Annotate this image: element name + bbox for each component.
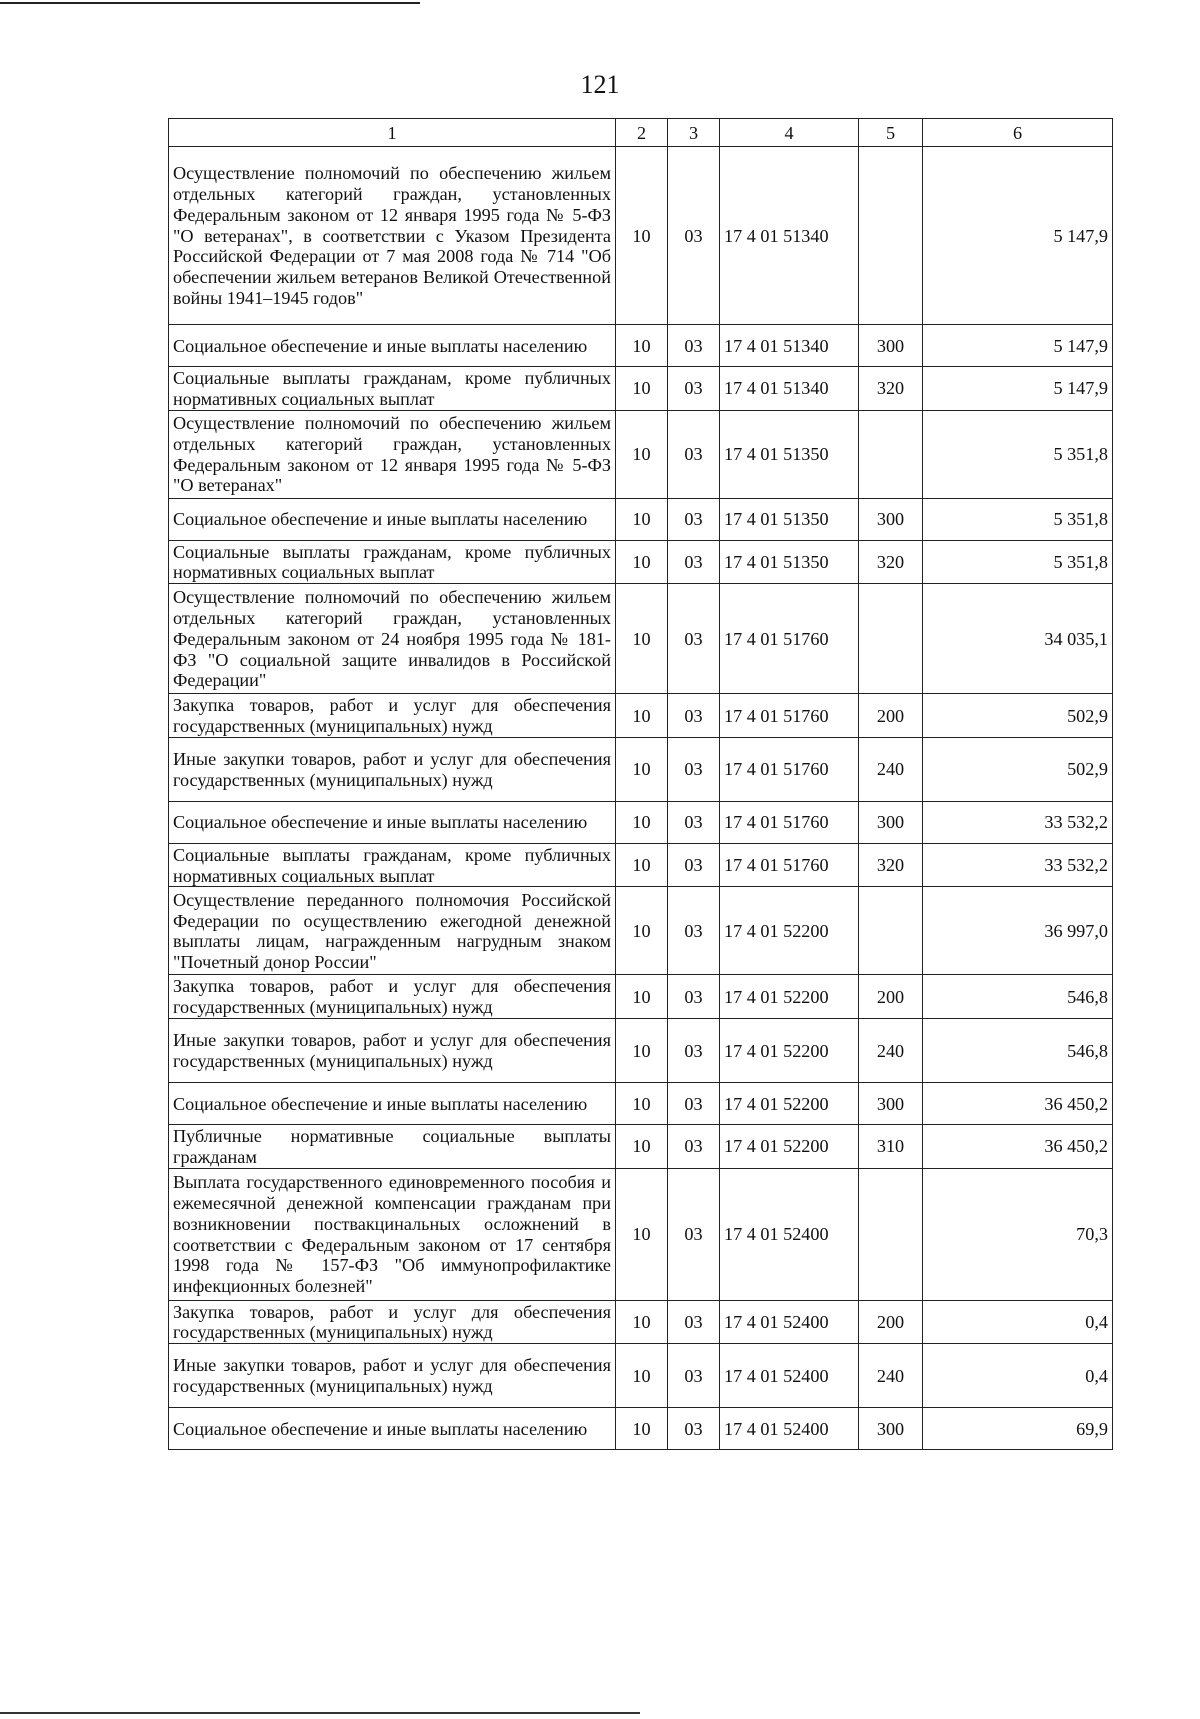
expense-type-code: 320 [859, 843, 923, 887]
subsection-code: 03 [668, 801, 720, 843]
section-code: 10 [616, 367, 668, 411]
section-code: 10 [616, 1408, 668, 1450]
expense-type-code: 240 [859, 1344, 923, 1408]
row-description: Осуществление переданного полномочия Российской Федерации по осуществлению ежегодной денежной выплаты лицам, награжденным нагрудным знаком "Почетный донор России" [169, 887, 616, 975]
target-article-code: 17 4 01 51760 [720, 584, 859, 694]
expense-type-code: 200 [859, 694, 923, 738]
target-article-code: 17 4 01 51340 [720, 147, 859, 325]
target-article-code: 17 4 01 52400 [720, 1408, 859, 1450]
target-article-code: 17 4 01 52200 [720, 975, 859, 1019]
expense-type-code: 200 [859, 975, 923, 1019]
top-scan-rule [0, 2, 420, 4]
amount: 70,3 [923, 1168, 1113, 1300]
target-article-code: 17 4 01 51760 [720, 694, 859, 738]
expense-type-code: 300 [859, 325, 923, 367]
amount: 5 351,8 [923, 498, 1113, 540]
table-row [169, 410, 1113, 498]
row-description: Социальное обеспечение и иные выплаты населению [169, 801, 616, 843]
table-header-row [169, 119, 1113, 147]
subsection-code: 03 [668, 843, 720, 887]
section-code: 10 [616, 737, 668, 801]
target-article-code: 17 4 01 52400 [720, 1344, 859, 1408]
table-row [169, 540, 1113, 584]
table-row [169, 975, 1113, 1019]
table-row [169, 367, 1113, 411]
target-article-code: 17 4 01 51760 [720, 843, 859, 887]
amount: 502,9 [923, 737, 1113, 801]
expense-type-code [859, 147, 923, 325]
row-description: Осуществление полномочий по обеспечению жильем отдельных категорий граждан, установленных Федеральным законом от 12 января 1995 года № 5-ФЗ "О ветеранах" [169, 410, 616, 498]
target-article-code: 17 4 01 52200 [720, 887, 859, 975]
amount: 33 532,2 [923, 801, 1113, 843]
expense-type-code: 310 [859, 1124, 923, 1168]
table-row [169, 1018, 1113, 1082]
subsection-code: 03 [668, 887, 720, 975]
expense-type-code [859, 584, 923, 694]
expense-type-code: 320 [859, 540, 923, 584]
row-description: Социальные выплаты гражданам, кроме публичных нормативных социальных выплат [169, 843, 616, 887]
amount: 5 147,9 [923, 367, 1113, 411]
target-article-code: 17 4 01 52400 [720, 1168, 859, 1300]
expense-type-code: 300 [859, 498, 923, 540]
amount: 0,4 [923, 1344, 1113, 1408]
row-description: Иные закупки товаров, работ и услуг для обеспечения государственных (муниципальных) нужд [169, 1018, 616, 1082]
table-row [169, 325, 1113, 367]
subsection-code: 03 [668, 1082, 720, 1124]
expense-type-code [859, 410, 923, 498]
section-code: 10 [616, 325, 668, 367]
header-cell-3: 3 [668, 119, 720, 147]
subsection-code: 03 [668, 367, 720, 411]
section-code: 10 [616, 975, 668, 1019]
subsection-code: 03 [668, 1168, 720, 1300]
subsection-code: 03 [668, 1408, 720, 1450]
amount: 5 147,9 [923, 325, 1113, 367]
section-code: 10 [616, 1124, 668, 1168]
section-code: 10 [616, 1082, 668, 1124]
row-description: Социальное обеспечение и иные выплаты населению [169, 498, 616, 540]
subsection-code: 03 [668, 325, 720, 367]
section-code: 10 [616, 1344, 668, 1408]
amount: 5 147,9 [923, 147, 1113, 325]
expense-type-code: 200 [859, 1300, 923, 1344]
row-description: Социальное обеспечение и иные выплаты населению [169, 1082, 616, 1124]
expense-type-code: 320 [859, 367, 923, 411]
row-description: Осуществление полномочий по обеспечению жильем отдельных категорий граждан, установленных Федеральным законом от 24 ноября 1995 года № 181-ФЗ "О социальной защите инвалидов в Российской Федерации" [169, 584, 616, 694]
target-article-code: 17 4 01 51350 [720, 498, 859, 540]
subsection-code: 03 [668, 1124, 720, 1168]
subsection-code: 03 [668, 1344, 720, 1408]
section-code: 10 [616, 584, 668, 694]
table-row [169, 1300, 1113, 1344]
page-number: 121 [580, 70, 620, 99]
table-row [169, 1408, 1113, 1450]
amount: 36 997,0 [923, 887, 1113, 975]
subsection-code: 03 [668, 410, 720, 498]
section-code: 10 [616, 498, 668, 540]
amount: 5 351,8 [923, 410, 1113, 498]
subsection-code: 03 [668, 1018, 720, 1082]
header-cell-2: 2 [616, 119, 668, 147]
subsection-code: 03 [668, 540, 720, 584]
expense-type-code: 240 [859, 1018, 923, 1082]
subsection-code: 03 [668, 694, 720, 738]
header-cell-5: 5 [859, 119, 923, 147]
amount: 546,8 [923, 1018, 1113, 1082]
section-code: 10 [616, 843, 668, 887]
table-row [169, 1082, 1113, 1124]
target-article-code: 17 4 01 52200 [720, 1082, 859, 1124]
row-description: Закупка товаров, работ и услуг для обеспечения государственных (муниципальных) нужд [169, 975, 616, 1019]
amount: 0,4 [923, 1300, 1113, 1344]
table-row [169, 498, 1113, 540]
table-row [169, 147, 1113, 325]
subsection-code: 03 [668, 975, 720, 1019]
amount: 69,9 [923, 1408, 1113, 1450]
target-article-code: 17 4 01 51760 [720, 801, 859, 843]
section-code: 10 [616, 801, 668, 843]
row-description: Социальное обеспечение и иные выплаты населению [169, 1408, 616, 1450]
expense-type-code [859, 887, 923, 975]
target-article-code: 17 4 01 51340 [720, 325, 859, 367]
expense-type-code: 240 [859, 737, 923, 801]
section-code: 10 [616, 410, 668, 498]
section-code: 10 [616, 694, 668, 738]
row-description: Публичные нормативные социальные выплаты гражданам [169, 1124, 616, 1168]
table-row [169, 887, 1113, 975]
amount: 34 035,1 [923, 584, 1113, 694]
table-row [169, 1168, 1113, 1300]
row-description: Иные закупки товаров, работ и услуг для обеспечения государственных (муниципальных) нужд [169, 737, 616, 801]
target-article-code: 17 4 01 52200 [720, 1018, 859, 1082]
target-article-code: 17 4 01 51760 [720, 737, 859, 801]
row-description: Иные закупки товаров, работ и услуг для обеспечения государственных (муниципальных) нужд [169, 1344, 616, 1408]
target-article-code: 17 4 01 52200 [720, 1124, 859, 1168]
table-row [169, 584, 1113, 694]
amount: 36 450,2 [923, 1082, 1113, 1124]
row-description: Социальные выплаты гражданам, кроме публичных нормативных социальных выплат [169, 367, 616, 411]
target-article-code: 17 4 01 51350 [720, 410, 859, 498]
section-code: 10 [616, 540, 668, 584]
target-article-code: 17 4 01 51340 [720, 367, 859, 411]
section-code: 10 [616, 1018, 668, 1082]
expense-type-code: 300 [859, 1082, 923, 1124]
row-description: Социальные выплаты гражданам, кроме публичных нормативных социальных выплат [169, 540, 616, 584]
header-cell-1: 1 [169, 119, 616, 147]
table-row [169, 801, 1113, 843]
table-row [169, 843, 1113, 887]
amount: 5 351,8 [923, 540, 1113, 584]
table-row [169, 1124, 1113, 1168]
target-article-code: 17 4 01 52400 [720, 1300, 859, 1344]
row-description: Выплата государственного единовременного пособия и ежемесячной денежной компенсации гражданам при возникновении поствакцинальных осложнений в соответствии с Федеральным законом от 17 сентября 1998 года № 157-ФЗ "Об иммунопрофилактике инфекционных болезней" [169, 1168, 616, 1300]
bottom-scan-rule [0, 1712, 640, 1714]
section-code: 10 [616, 147, 668, 325]
expense-type-code: 300 [859, 1408, 923, 1450]
row-description: Осуществление полномочий по обеспечению жильем отдельных категорий граждан, установленных Федеральным законом от 12 января 1995 года № 5-ФЗ "О ветеранах", в соответствии с Указом Президента Российской Федерации от 7 мая 2008 года № 714 "Об обеспечении жильем ветеранов Великой Отечественной войны 1941–1945 годов" [169, 147, 616, 325]
subsection-code: 03 [668, 737, 720, 801]
expense-type-code [859, 1168, 923, 1300]
section-code: 10 [616, 1168, 668, 1300]
header-cell-6: 6 [923, 119, 1113, 147]
subsection-code: 03 [668, 584, 720, 694]
amount: 33 532,2 [923, 843, 1113, 887]
section-code: 10 [616, 1300, 668, 1344]
amount: 36 450,2 [923, 1124, 1113, 1168]
subsection-code: 03 [668, 147, 720, 325]
target-article-code: 17 4 01 51350 [720, 540, 859, 584]
table-row [169, 737, 1113, 801]
table-row [169, 694, 1113, 738]
header-cell-4: 4 [720, 119, 859, 147]
amount: 502,9 [923, 694, 1113, 738]
budget-table [168, 118, 1113, 1450]
row-description: Закупка товаров, работ и услуг для обеспечения государственных (муниципальных) нужд [169, 1300, 616, 1344]
subsection-code: 03 [668, 498, 720, 540]
expense-type-code: 300 [859, 801, 923, 843]
section-code: 10 [616, 887, 668, 975]
subsection-code: 03 [668, 1300, 720, 1344]
amount: 546,8 [923, 975, 1113, 1019]
row-description: Социальное обеспечение и иные выплаты населению [169, 325, 616, 367]
table-row [169, 1344, 1113, 1408]
row-description: Закупка товаров, работ и услуг для обеспечения государственных (муниципальных) нужд [169, 694, 616, 738]
